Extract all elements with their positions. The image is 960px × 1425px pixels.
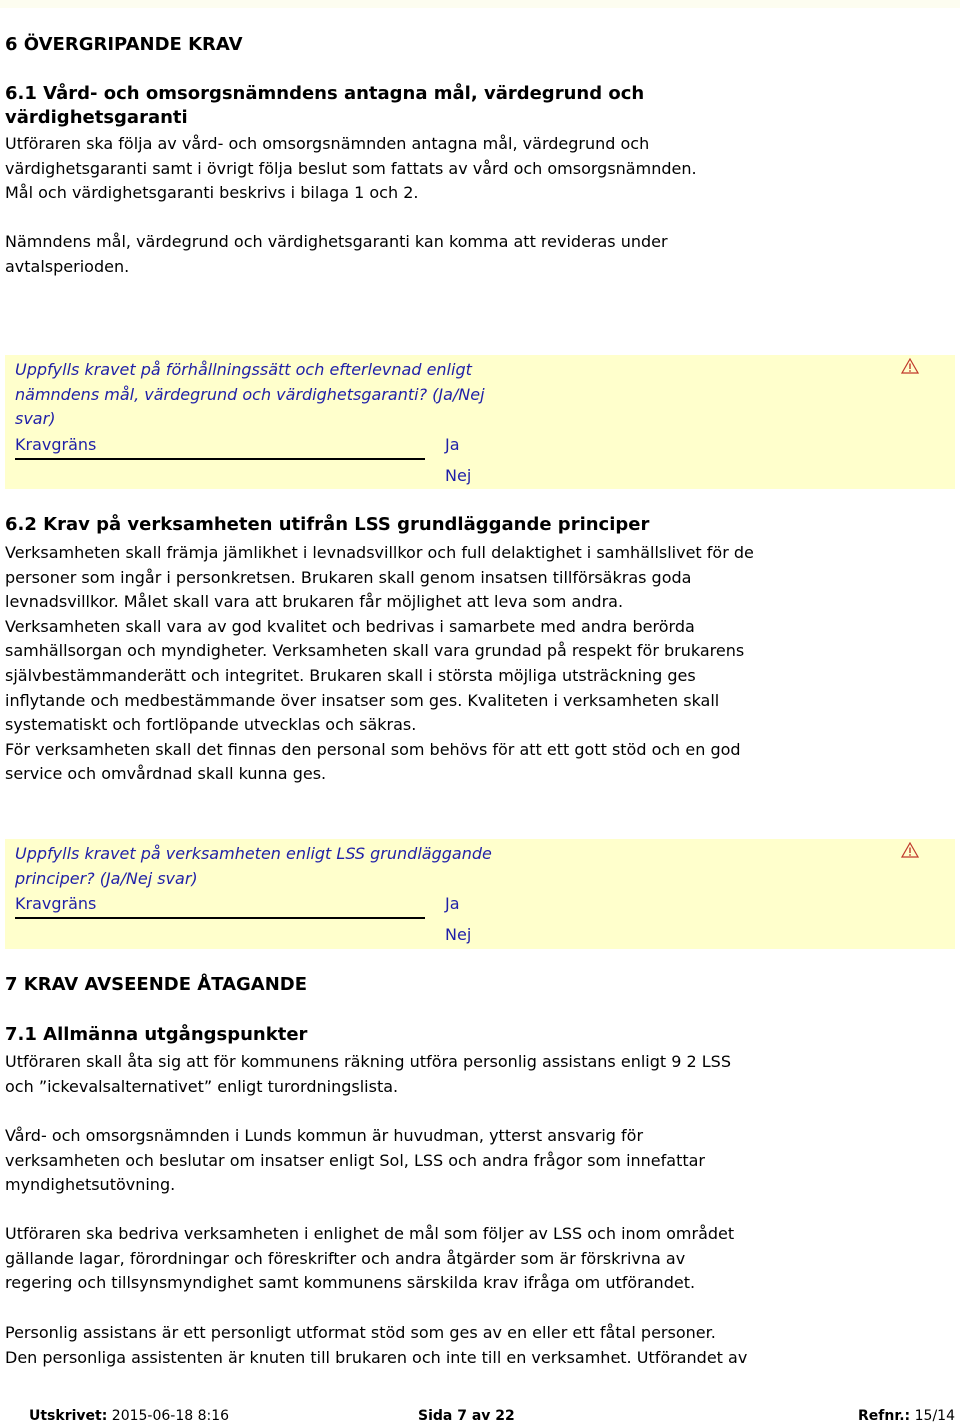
heading-line: 6.1 Vård- och omsorgsnämndens antagna mål, värdegrund och (5, 83, 645, 104)
text-line: Utföraren ska bedriva verksamheten i enlighet de mål som följer av LSS och inom området (5, 1224, 735, 1243)
printed-label: Utskrivet: (29, 1408, 108, 1424)
subsection-6-2-heading: 6.2 Krav på verksamheten utifrån LSS grundläggande principer (5, 514, 650, 535)
warning-icon (901, 842, 919, 858)
section-6-heading: 6 ÖVERGRIPANDE KRAV (5, 34, 243, 55)
requirement-question-box (5, 355, 955, 489)
paragraph-7-1-d (5, 1321, 747, 1370)
requirement-question-box (5, 839, 955, 949)
paragraph-6-2 (5, 541, 754, 787)
ref-value: 15/14 (914, 1408, 955, 1424)
page-label: Sida 7 av 22 (418, 1408, 515, 1424)
top-band (0, 0, 960, 8)
text-line: principer? (Ja/Nej svar) (15, 868, 198, 888)
paragraph-7-1-c (5, 1222, 734, 1296)
limit-label: Kravgräns (15, 435, 97, 454)
text-line: Personlig assistans är ett personligt utformat stöd som ges av en eller ett fåtal personer. (5, 1323, 716, 1342)
text-line: personer som ingår i personkretsen. Brukaren skall genom insatsen tillförsäkras goda (5, 567, 692, 587)
answer-yes[interactable]: Ja (445, 435, 460, 454)
subsection-6-1-heading (5, 82, 644, 130)
text-line: Mål och värdighetsgaranti beskrivs i bilaga 1 och 2. (5, 183, 419, 203)
text-line: Nämndens mål, värdegrund och värdighetsgaranti kan komma att revideras under (5, 232, 668, 251)
limit-underline (15, 458, 425, 460)
text-line: Den personliga assistenten är knuten till brukaren och inte till en verksamhet. Utförandet av (5, 1347, 748, 1367)
text-line: verksamheten och beslutar om insatser enligt Sol, LSS och andra frågor som innefattar (5, 1150, 705, 1170)
text-line: självbestämmanderätt och integritet. Brukaren skall i största möjliga utsträckning ges (5, 665, 696, 685)
text-line: avtalsperioden. (5, 256, 130, 276)
subsection-7-1-heading: 7.1 Allmänna utgångspunkter (5, 1024, 308, 1045)
text-line: systematiskt och fortlöpande utvecklas och säkras. (5, 715, 417, 735)
text-line: Uppfylls kravet på verksamheten enligt LSS grundläggande (15, 844, 492, 863)
section-7-heading: 7 KRAV AVSEENDE ÅTAGANDE (5, 974, 308, 995)
limit-underline (15, 917, 425, 919)
printed-value: 2015-06-18 8:16 (111, 1408, 230, 1424)
text-line: värdighetsgaranti samt i övrigt följa beslut som fattats av vård och omsorgsnämnden. (5, 158, 697, 178)
answer-no[interactable]: Nej (445, 925, 472, 944)
paragraph-7-1-b (5, 1124, 705, 1198)
text-line: service och omvårdnad skall kunna ges. (5, 764, 327, 784)
question-text (15, 358, 485, 432)
answer-no[interactable]: Nej (445, 466, 472, 485)
text-line: och ”ickevalsalternativet” enligt turordningslista. (5, 1076, 399, 1096)
text-line: myndighetsutövning. (5, 1175, 176, 1195)
text-line: svar) (15, 409, 56, 429)
text-line: Utföraren ska följa av vård- och omsorgsnämnden antagna mål, värdegrund och (5, 134, 650, 153)
text-line: nämndens mål, värdegrund och värdighetsgaranti? (Ja/Nej (15, 384, 485, 404)
text-line: inflytande och medbestämmande över insatser som ges. Kvaliteten i verksamheten skall (5, 690, 720, 710)
text-line: Vård- och omsorgsnämnden i Lunds kommun är huvudman, ytterst ansvarig för (5, 1126, 644, 1145)
text-line: Uppfylls kravet på förhållningssätt och efterlevnad enligt (15, 360, 472, 379)
paragraph-6-1-b (5, 230, 668, 279)
text-line: gällande lagar, förordningar och föreskrifter och andra åtgärder som är förskrivna av (5, 1248, 686, 1268)
footer-page (418, 1407, 515, 1425)
heading-line: värdighetsgaranti (5, 107, 188, 128)
footer-printed (29, 1407, 229, 1425)
answer-yes[interactable]: Ja (445, 894, 460, 913)
paragraph-6-1-a (5, 132, 697, 206)
text-line: regering och tillsynsmyndighet samt kommunens särskilda krav ifråga om utförandet. (5, 1273, 696, 1293)
text-line: Utföraren skall åta sig att för kommunens räkning utföra personlig assistans enligt 9 2 LSS (5, 1052, 731, 1071)
text-line: För verksamheten skall det finnas den personal som behövs för att ett gott stöd och en god (5, 739, 741, 759)
text-line: levnadsvillkor. Målet skall vara att brukaren får möjlighet att leva som andra. (5, 592, 624, 612)
paragraph-7-1-a (5, 1050, 731, 1099)
text-line: samhällsorgan och myndigheter. Verksamheten skall vara grundad på respekt för brukarens (5, 641, 745, 661)
warning-icon (901, 358, 919, 374)
question-text (15, 842, 492, 891)
text-line: Verksamheten skall främja jämlikhet i levnadsvillkor och full delaktighet i samhällslivet för de (5, 543, 754, 562)
text-line: Verksamheten skall vara av god kvalitet och bedrivas i samarbete med andra berörda (5, 616, 695, 636)
limit-label: Kravgräns (15, 894, 97, 913)
ref-label: Refnr.: (858, 1408, 911, 1424)
footer-ref (858, 1407, 955, 1425)
